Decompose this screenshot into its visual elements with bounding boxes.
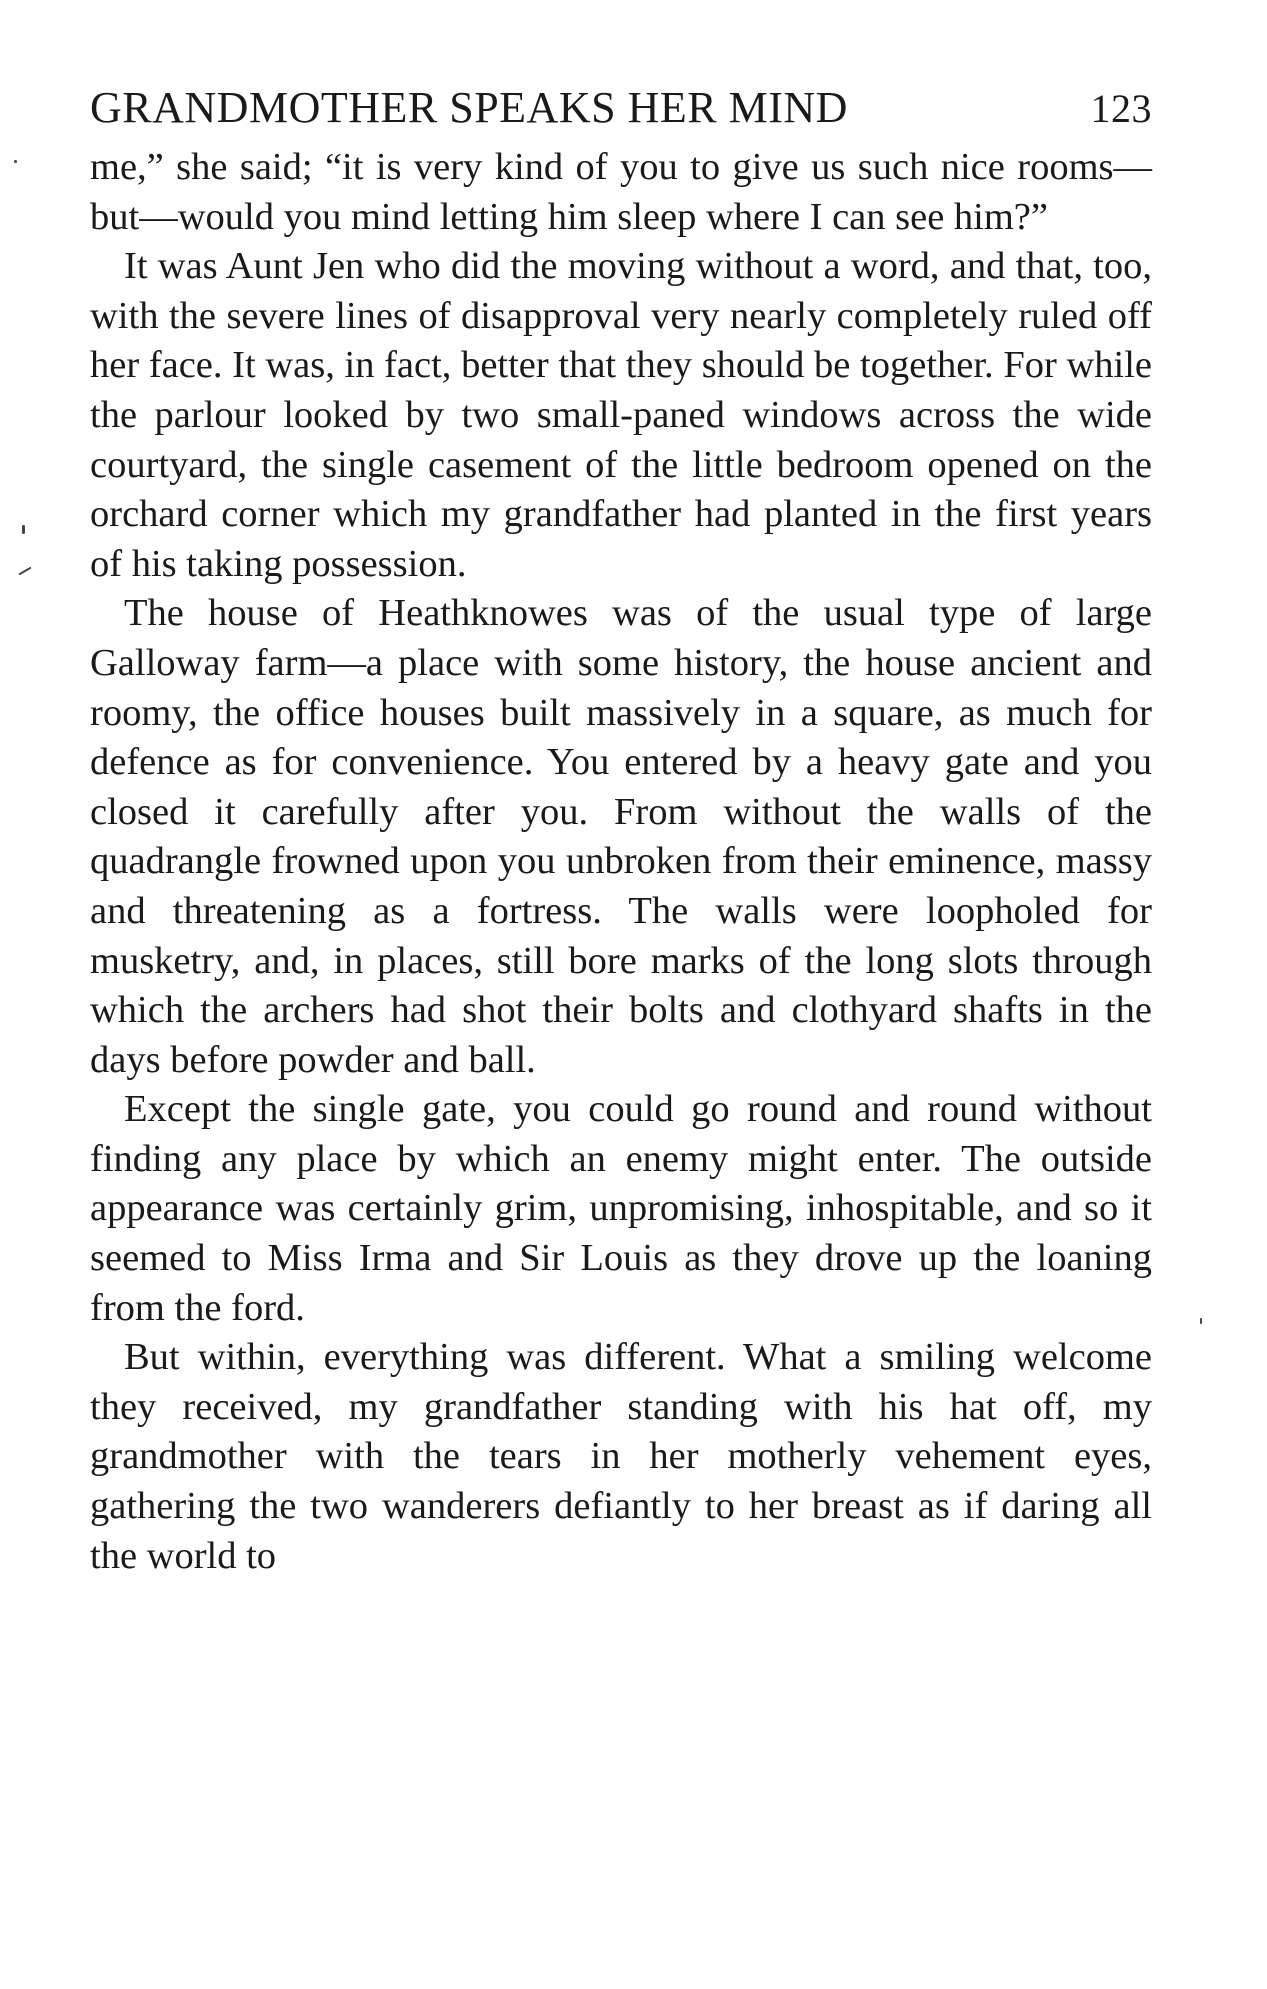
book-page [90, 80, 1152, 1581]
paragraph-4: Except the single gate, you could go round and round without finding any place by which an enemy might enter. The outside appearance was certainly grim, unpromising, inhospitable, and so it seemed to Miss Irma and Sir Louis as they drove up the loaning from the ford. [90, 1088, 1152, 1329]
page-number: 123 [1090, 86, 1152, 131]
running-header [90, 80, 1152, 137]
scan-speck [18, 567, 31, 576]
paragraph-5: But within, everything was different. What a smiling welcome they received, my grandfather standing with his hat off, my grandmother with the tears in her motherly vehement eyes, gathering the two wanderers defiantly to her breast as if daring all the world to [90, 1336, 1152, 1577]
scan-speck [22, 525, 25, 534]
scan-speck [1200, 1318, 1202, 1324]
paragraph-3: The house of Heathknowes was of the usual type of large Galloway farm—a place with some history, the house ancient and roomy, the office houses built massively in a square, as much for defence as for convenience. You entered by a heavy gate and you closed it carefully after you. From without the walls of the quadrangle frowned upon you unbroken from their eminence, massy and threatening as a fortress. The walls were loopholed for musketry, and, in places, still bore marks of the long slots through which the archers had shot their bolts and clothyard shafts in the days before powder and ball. [90, 592, 1152, 1081]
scan-speck [14, 160, 17, 163]
paragraph-2: It was Aunt Jen who did the moving without a word, and that, too, with the severe lines of disapproval very nearly completely ruled off her face. It was, in fact, better that they should be together. For while the parlour looked by two small-paned windows across the wide courtyard, the single casement of the little bedroom opened on the orchard corner which my grandfather had planted in the first years of his taking possession. [90, 245, 1152, 585]
paragraph-1: me,” she said; “it is very kind of you to give us such nice rooms—but—would you mind letting him sleep where I can see him?” [90, 146, 1152, 238]
running-title: GRANDMOTHER SPEAKS HER MIND [90, 83, 848, 132]
